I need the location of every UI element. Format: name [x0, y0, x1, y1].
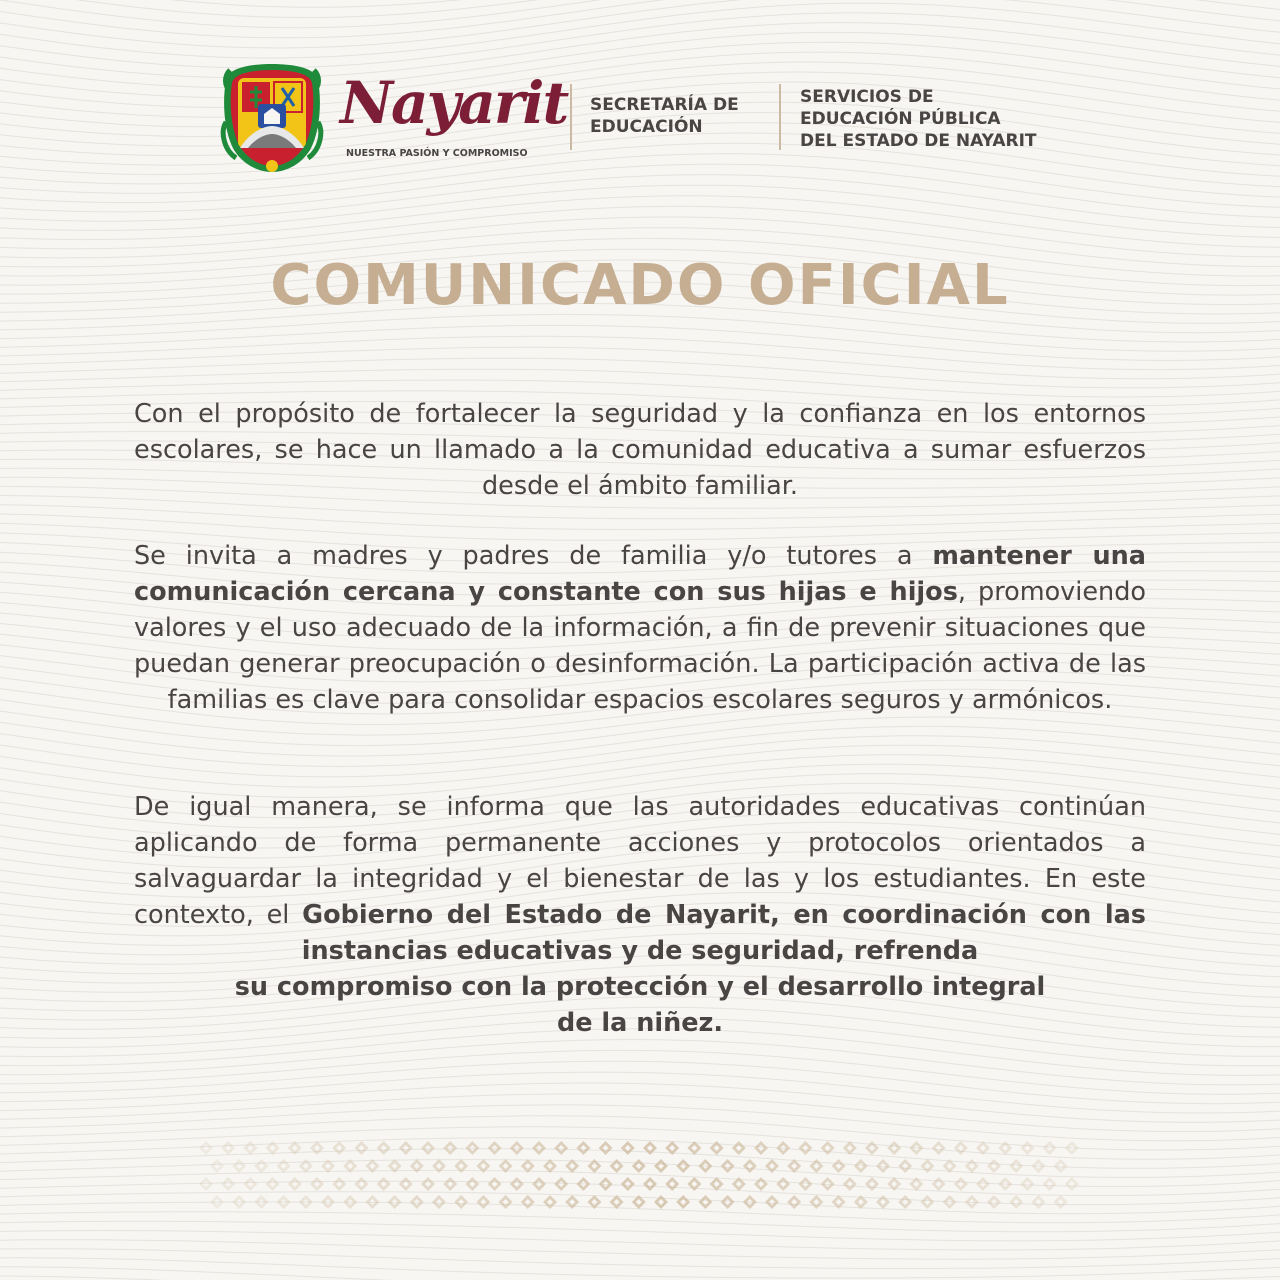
ornament-motif [698, 1159, 712, 1173]
ornament-motif [377, 1177, 391, 1191]
ornament-motif [743, 1195, 757, 1209]
background-wave-line [0, 726, 1280, 776]
ornament-motif [1065, 1141, 1079, 1155]
ornament-motif [532, 1141, 546, 1155]
ornament-motif [732, 1141, 746, 1155]
servicios-line-2: EDUCACIÓN PÚBLICA [800, 109, 1001, 129]
ornament-motif [1009, 1195, 1023, 1209]
paragraph-2-intro: Se invita a madres y padres de familia y/o tutores a [134, 541, 933, 571]
ornament-motif [465, 1177, 479, 1191]
ornament-motif [976, 1141, 990, 1155]
ornament-motif [243, 1141, 257, 1155]
ornament-motif [943, 1195, 957, 1209]
ornament-motif [565, 1159, 579, 1173]
footer-ornament-pattern [195, 1138, 1085, 1214]
ornament-motif [1043, 1141, 1057, 1155]
background-wave-line [0, 1258, 1280, 1278]
ornament-motif [1054, 1159, 1068, 1173]
ornament-motif [521, 1195, 535, 1209]
ornament-motif [399, 1141, 413, 1155]
ornament-motif [887, 1141, 901, 1155]
ornament-motif [954, 1141, 968, 1155]
ornament-motif [787, 1159, 801, 1173]
background-wave-line [0, 13, 1280, 68]
ornament-motif [576, 1141, 590, 1155]
ornament-motif [876, 1159, 890, 1173]
ornament-motif [632, 1195, 646, 1209]
ornament-motif [476, 1195, 490, 1209]
nayarit-coat-of-arms-icon [220, 62, 324, 174]
ornament-motif [254, 1195, 268, 1209]
closing-line-2: de la niñez. [556, 1008, 724, 1038]
ornament-motif [920, 1195, 934, 1209]
paragraph-2-bold: mantener una comunicación cercana y constante con sus hijas e hijos [134, 541, 1147, 607]
ornament-motif [732, 1177, 746, 1191]
ornament-motif [932, 1141, 946, 1155]
ornament-motif [443, 1141, 457, 1155]
ornament-motif [454, 1159, 468, 1173]
ornament-motif [476, 1159, 490, 1173]
ornament-motif [998, 1141, 1012, 1155]
servicios-educacion-label [800, 86, 1037, 152]
ornament-motif [510, 1141, 524, 1155]
background-wave-line [0, 369, 1280, 397]
ornament-motif [399, 1177, 413, 1191]
ornament-motif [410, 1159, 424, 1173]
ornament-motif [710, 1141, 724, 1155]
closing-statement [134, 969, 1146, 1041]
ornament-motif [865, 1177, 879, 1191]
background-wave-line [0, 736, 1280, 787]
ornament-motif [221, 1141, 235, 1155]
ornament-motif [798, 1177, 812, 1191]
ornament-motif [1043, 1177, 1057, 1191]
ornament-motif [365, 1195, 379, 1209]
ornament-motif [754, 1177, 768, 1191]
ornament-motif [954, 1177, 968, 1191]
ornament-motif [554, 1177, 568, 1191]
background-wave-line [0, 1094, 1280, 1132]
paragraph-1: Con el propósito de fortalecer la seguridad y la confianza en los entornos escolares, se hace un llamado a la comunidad educativa a sumar esfuerzos desde el ámbito familiar. [134, 399, 1146, 501]
ornament-motif [354, 1141, 368, 1155]
background-wave-line [0, 185, 1280, 237]
ornament-motif [454, 1195, 468, 1209]
background-wave-line [0, 717, 1280, 767]
ornament-motif [599, 1177, 613, 1191]
ornament-motif [743, 1159, 757, 1173]
ornament-motif [987, 1159, 1001, 1173]
ornament-motif [543, 1195, 557, 1209]
ornament-motif [787, 1195, 801, 1209]
ornament-motif [1020, 1141, 1034, 1155]
ornament-motif [388, 1159, 402, 1173]
ornament-motif [898, 1195, 912, 1209]
secretaria-educacion-label [590, 94, 739, 138]
ornament-motif [210, 1159, 224, 1173]
background-wave-line [0, 336, 1280, 369]
background-wave-line [0, 325, 1280, 360]
background-wave-line [0, 1267, 1280, 1280]
closing-line-1: su compromiso con la protección y el desarrollo integral [234, 972, 1046, 1002]
brand-wordmark: Nayarit [340, 69, 568, 137]
ornament-motif [721, 1159, 735, 1173]
ornament-motif [665, 1141, 679, 1155]
ornament-motif [965, 1195, 979, 1209]
ornament-motif [798, 1141, 812, 1155]
ornament-motif [909, 1177, 923, 1191]
ornament-motif [488, 1141, 502, 1155]
ornament-motif [532, 1177, 546, 1191]
ornament-motif [277, 1195, 291, 1209]
ornament-motif [288, 1177, 302, 1191]
ornament-motif [909, 1141, 923, 1155]
ornament-motif [943, 1159, 957, 1173]
ornament-motif [765, 1195, 779, 1209]
ornament-motif [898, 1159, 912, 1173]
ornament-motif [976, 1177, 990, 1191]
ornament-motif [443, 1177, 457, 1191]
paragraph-3 [134, 789, 1146, 969]
ornament-motif [576, 1177, 590, 1191]
ornament-motif [288, 1141, 302, 1155]
ornament-motif [610, 1195, 624, 1209]
ornament-motif [821, 1141, 835, 1155]
ornament-motif [310, 1141, 324, 1155]
background-wave-line [0, 0, 1280, 28]
ornament-motif [832, 1159, 846, 1173]
ornament-motif [521, 1159, 535, 1173]
ornament-motif [920, 1159, 934, 1173]
ornament-motif [587, 1159, 601, 1173]
ornament-motif [654, 1159, 668, 1173]
paragraph-2 [134, 538, 1146, 718]
ornament-motif [310, 1177, 324, 1191]
ornament-motif [621, 1177, 635, 1191]
ornament-motif [843, 1177, 857, 1191]
ornament-motif [499, 1195, 513, 1209]
ornament-motif [432, 1195, 446, 1209]
ornament-motif [754, 1141, 768, 1155]
ornament-motif [365, 1159, 379, 1173]
ornament-motif [199, 1141, 213, 1155]
ornament-motif [410, 1195, 424, 1209]
paragraph-2-rest: , promoviendo valores y el uso adecuado de la información, a fin de prevenir situaciones que puedan generar preocupación o desinformación. La participación activa de las familias es clave para consolidar espacios escolares seguros y armónicos. [134, 577, 1146, 715]
background-wave-line [0, 0, 1280, 38]
ornament-motif [832, 1195, 846, 1209]
ornament-motif [1065, 1177, 1079, 1191]
ornament-motif [809, 1195, 823, 1209]
background-wave-line [0, 1105, 1280, 1141]
ornament-motif [854, 1195, 868, 1209]
ornament-motif [676, 1195, 690, 1209]
ornament-motif [488, 1177, 502, 1191]
ornament-motif [510, 1177, 524, 1191]
ornament-motif [710, 1177, 724, 1191]
ornament-motif [232, 1195, 246, 1209]
background-wave-line [0, 196, 1280, 247]
ornament-motif [421, 1141, 435, 1155]
ornament-motif [232, 1159, 246, 1173]
ornament-motif [388, 1195, 402, 1209]
ornament-motif [776, 1177, 790, 1191]
ornament-motif [266, 1141, 280, 1155]
ornament-motif [676, 1159, 690, 1173]
ornament-motif [599, 1141, 613, 1155]
ornament-motif [1031, 1159, 1045, 1173]
page-title: COMUNICADO OFICIAL [270, 253, 1010, 318]
ornament-motif [621, 1141, 635, 1155]
header-divider [779, 84, 781, 150]
paragraph-3-bold: Gobierno del Estado de Nayarit, en coordinación con las instancias educativas y de seguridad, refrenda [301, 900, 1146, 966]
ornament-motif [243, 1177, 257, 1191]
ornament-motif [332, 1177, 346, 1191]
servicios-line-1: SERVICIOS DE [800, 87, 934, 107]
ornament-motif [332, 1141, 346, 1155]
secretaria-line-2: EDUCACIÓN [590, 117, 703, 137]
ornament-motif [887, 1177, 901, 1191]
ornament-motif [687, 1177, 701, 1191]
ornament-motif [1020, 1177, 1034, 1191]
ornament-motif [377, 1141, 391, 1155]
background-wave-line [0, 1249, 1280, 1269]
ornament-motif [465, 1141, 479, 1155]
ornament-motif [221, 1177, 235, 1191]
ornament-motif [687, 1141, 701, 1155]
header-divider [570, 84, 572, 150]
ornament-motif [1009, 1159, 1023, 1173]
ornament-motif [210, 1195, 224, 1209]
ornament-motif [965, 1159, 979, 1173]
ornament-motif [932, 1177, 946, 1191]
ornament-motif [354, 1177, 368, 1191]
ornament-motif [654, 1195, 668, 1209]
background-wave-line [0, 514, 1280, 540]
secretaria-line-1: SECRETARÍA DE [590, 95, 739, 115]
ornament-motif [821, 1177, 835, 1191]
header [220, 62, 1080, 174]
ornament-motif [876, 1195, 890, 1209]
ornament-motif [421, 1177, 435, 1191]
ornament-motif [321, 1159, 335, 1173]
ornament-motif [254, 1159, 268, 1173]
ornament-motif [343, 1195, 357, 1209]
ornament-motif [854, 1159, 868, 1173]
ornament-motif [865, 1141, 879, 1155]
ornament-motif [765, 1159, 779, 1173]
ornament-motif [1031, 1195, 1045, 1209]
ornament-motif [632, 1159, 646, 1173]
ornament-motif [587, 1195, 601, 1209]
ornament-motif [277, 1159, 291, 1173]
ornament-motif [554, 1141, 568, 1155]
ornament-motif [843, 1141, 857, 1155]
paragraph-3-intro: De igual manera, se informa que las autoridades educativas continúan aplicando de forma permanente acciones y protocolos orientados a salvaguardar la integridad y el bienestar de las y los estudiantes. En este contexto, el [134, 792, 1146, 930]
ornament-motif [499, 1159, 513, 1173]
background-wave-line [0, 505, 1280, 530]
ornament-motif [776, 1141, 790, 1155]
ornament-motif [299, 1159, 313, 1173]
ornament-motif [543, 1159, 557, 1173]
ornament-motif [721, 1195, 735, 1209]
ornament-motif [565, 1195, 579, 1209]
ornament-motif [665, 1177, 679, 1191]
brand-tagline: NUESTRA PASIÓN Y COMPROMISO [346, 148, 528, 159]
ornament-motif [266, 1177, 280, 1191]
ornament-motif [998, 1177, 1012, 1191]
ornament-motif [343, 1159, 357, 1173]
ornament-motif [643, 1177, 657, 1191]
ornament-motif [987, 1195, 1001, 1209]
ornament-motif [299, 1195, 313, 1209]
ornament-motif [321, 1195, 335, 1209]
ornament-motif [643, 1141, 657, 1155]
ornament-motif [199, 1177, 213, 1191]
servicios-line-3: DEL ESTADO DE NAYARIT [800, 131, 1037, 151]
ornament-motif [610, 1159, 624, 1173]
background-wave-line [0, 0, 1280, 7]
background-wave-line [0, 347, 1280, 378]
ornament-motif [432, 1159, 446, 1173]
ornament-motif [809, 1159, 823, 1173]
ornament-motif [698, 1195, 712, 1209]
nayarit-brand-logo [340, 69, 568, 166]
ornament-motif [1054, 1195, 1068, 1209]
